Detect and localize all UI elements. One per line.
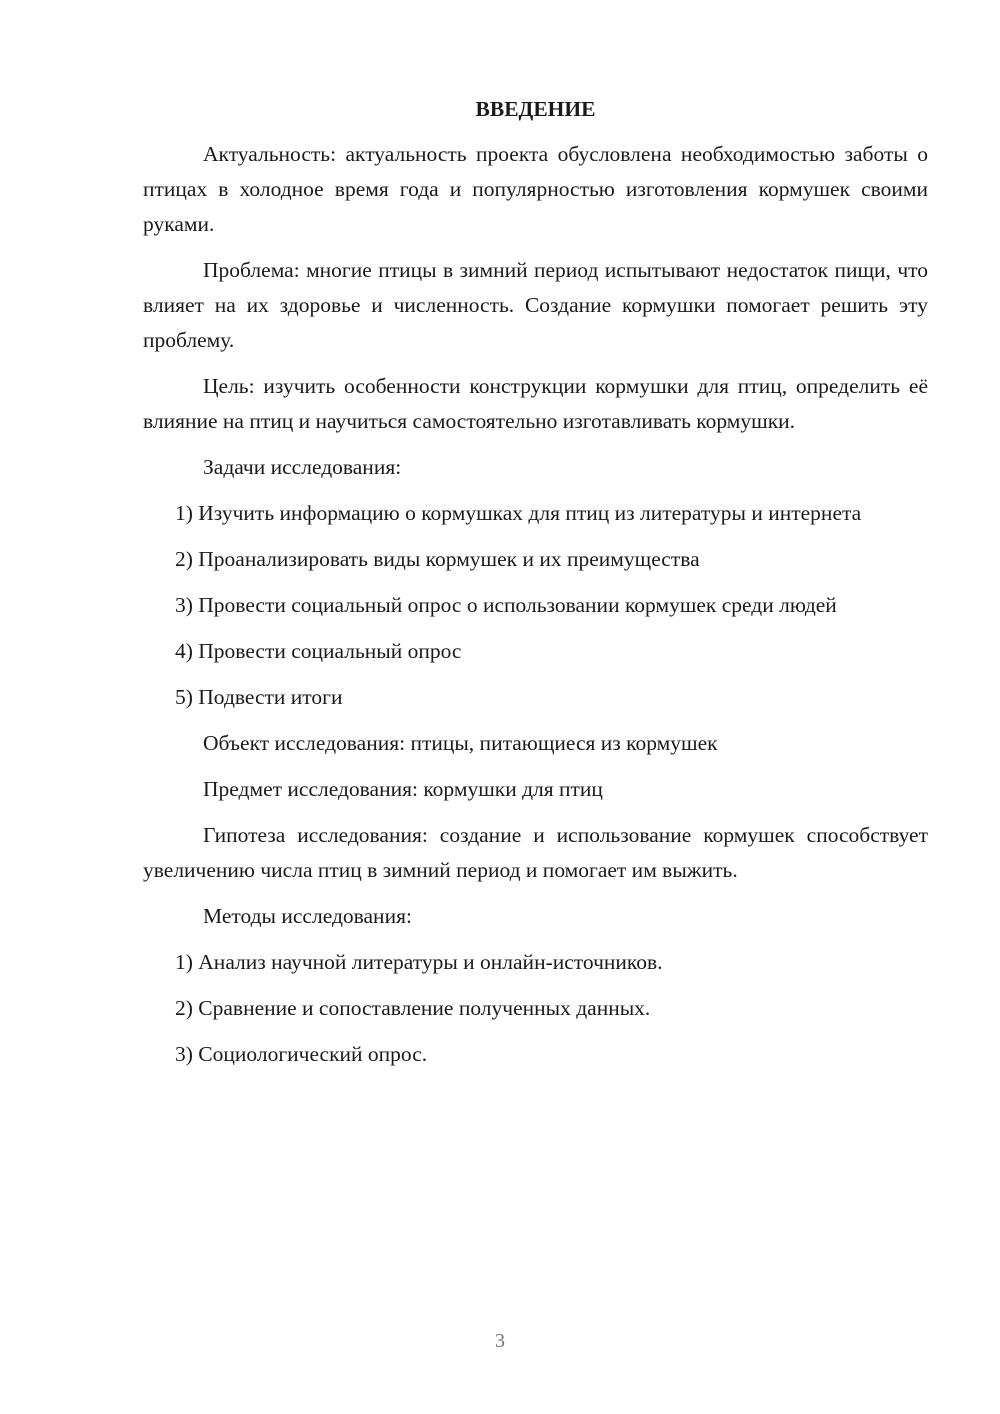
methods-heading: Методы исследования: [203,904,412,928]
goal-paragraph: Цель: изучить особенности конструкции кормушки для птиц, определить её влияние на птиц и научиться самостоятельно изготавливать кормушки. [143,374,928,433]
problem-paragraph: Проблема: многие птицы в зимний период испытывают недостаток пищи, что влияет на их здоровье и численность. Создание кормушки помогает решить эту проблему. [143,258,928,352]
task-item-5: 5) Подвести итоги [175,685,343,709]
task-item-2: 2) Проанализировать виды кормушек и их преимущества [175,547,700,571]
method-item-1: 1) Анализ научной литературы и онлайн-источников. [175,950,663,974]
task-item-4: 4) Провести социальный опрос [175,639,462,663]
task-item-3: 3) Провести социальный опрос о использовании кормушек среди людей [175,593,837,617]
section-title: ВВЕДЕНИЕ [475,97,596,121]
task-item-1: 1) Изучить информацию о кормушках для птиц из литературы и интернета [175,501,862,525]
method-item-3: 3) Социологический опрос. [175,1042,428,1066]
research-subject: Предмет исследования: кормушки для птиц [203,777,603,801]
page-content [143,92,928,1083]
research-object: Объект исследования: птицы, питающиеся из кормушек [203,731,718,755]
method-item-2: 2) Сравнение и сопоставление полученных данных. [175,996,651,1020]
relevance-paragraph: Актуальность: актуальность проекта обусловлена необходимостью заботы о птицах в холодное время года и популярностью изготовления кормушек своими руками. [143,142,928,236]
page-number: 3 [495,1330,505,1352]
tasks-heading: Задачи исследования: [203,455,402,479]
hypothesis-paragraph: Гипотеза исследования: создание и использование кормушек способствует увеличению числа птиц в зимний период и помогает им выжить. [143,823,928,882]
